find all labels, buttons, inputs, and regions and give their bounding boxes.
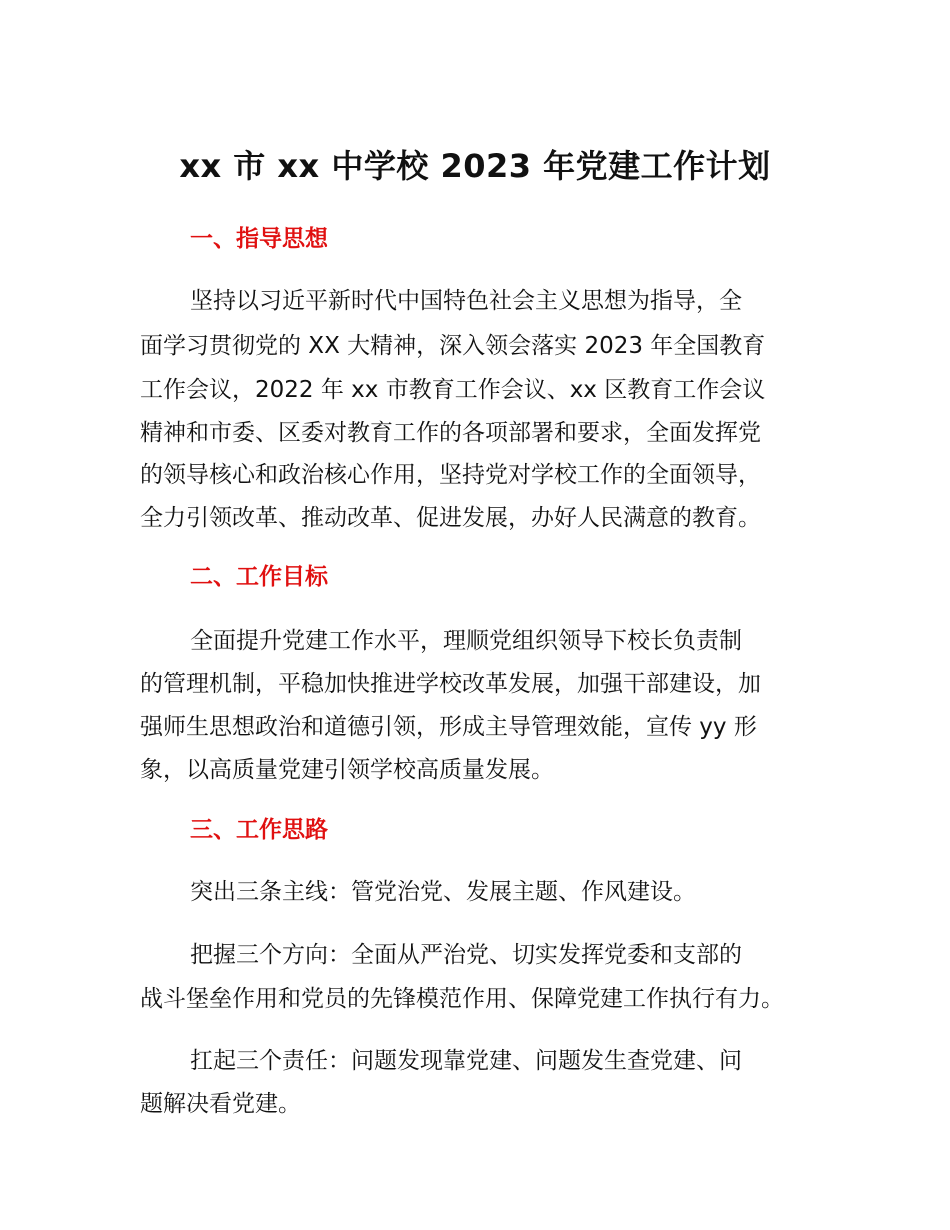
paragraph-line: 坚持以习近平新时代中国特色社会主义思想为指导，全 xyxy=(190,288,742,314)
paragraph-line: 全面提升党建工作水平，理顺党组织领导下校长负责制 xyxy=(190,628,742,654)
paragraph-line: 把握三个方向：全面从严治党、切实发挥党委和支部的 xyxy=(190,942,742,968)
paragraph-line: 题解决看党建。 xyxy=(140,1091,301,1117)
paragraph-line: 的领导核心和政治核心作用，坚持党对学校工作的全面领导， xyxy=(140,462,761,488)
paragraph-line: 强师生思想政治和道德引领，形成主导管理效能，宣传 yy 形 xyxy=(140,714,757,740)
paragraph-line: 突出三条主线：管党治党、发展主题、作风建设。 xyxy=(190,879,696,905)
section-heading-work-approach: 三、工作思路 xyxy=(190,817,328,843)
paragraph-line: 扛起三个责任：问题发现靠党建、问题发生查党建、问 xyxy=(190,1048,742,1074)
paragraph-line: 工作会议，2022 年 xx 市教育工作会议、xx 区教育工作会议 xyxy=(140,377,766,403)
paragraph-line: 精神和市委、区委对教育工作的各项部署和要求，全面发挥党 xyxy=(140,420,761,446)
paragraph-line: 战斗堡垒作用和党员的先锋模范作用、保障党建工作执行有力。 xyxy=(140,986,784,1012)
paragraph-line: 全力引领改革、推动改革、促进发展，办好人民满意的教育。 xyxy=(140,505,761,531)
document-title: xx 市 xx 中学校 2023 年党建工作计划 xyxy=(179,147,771,185)
paragraph-line: 象，以高质量党建引领学校高质量发展。 xyxy=(140,757,554,783)
section-heading-guiding-ideology: 一、指导思想 xyxy=(190,226,328,252)
paragraph-line: 的管理机制，平稳加快推进学校改革发展，加强干部建设，加 xyxy=(140,671,761,697)
section-heading-work-goals: 二、工作目标 xyxy=(190,564,328,590)
paragraph-line: 面学习贯彻党的 XX 大精神，深入领会落实 2023 年全国教育 xyxy=(140,333,766,359)
